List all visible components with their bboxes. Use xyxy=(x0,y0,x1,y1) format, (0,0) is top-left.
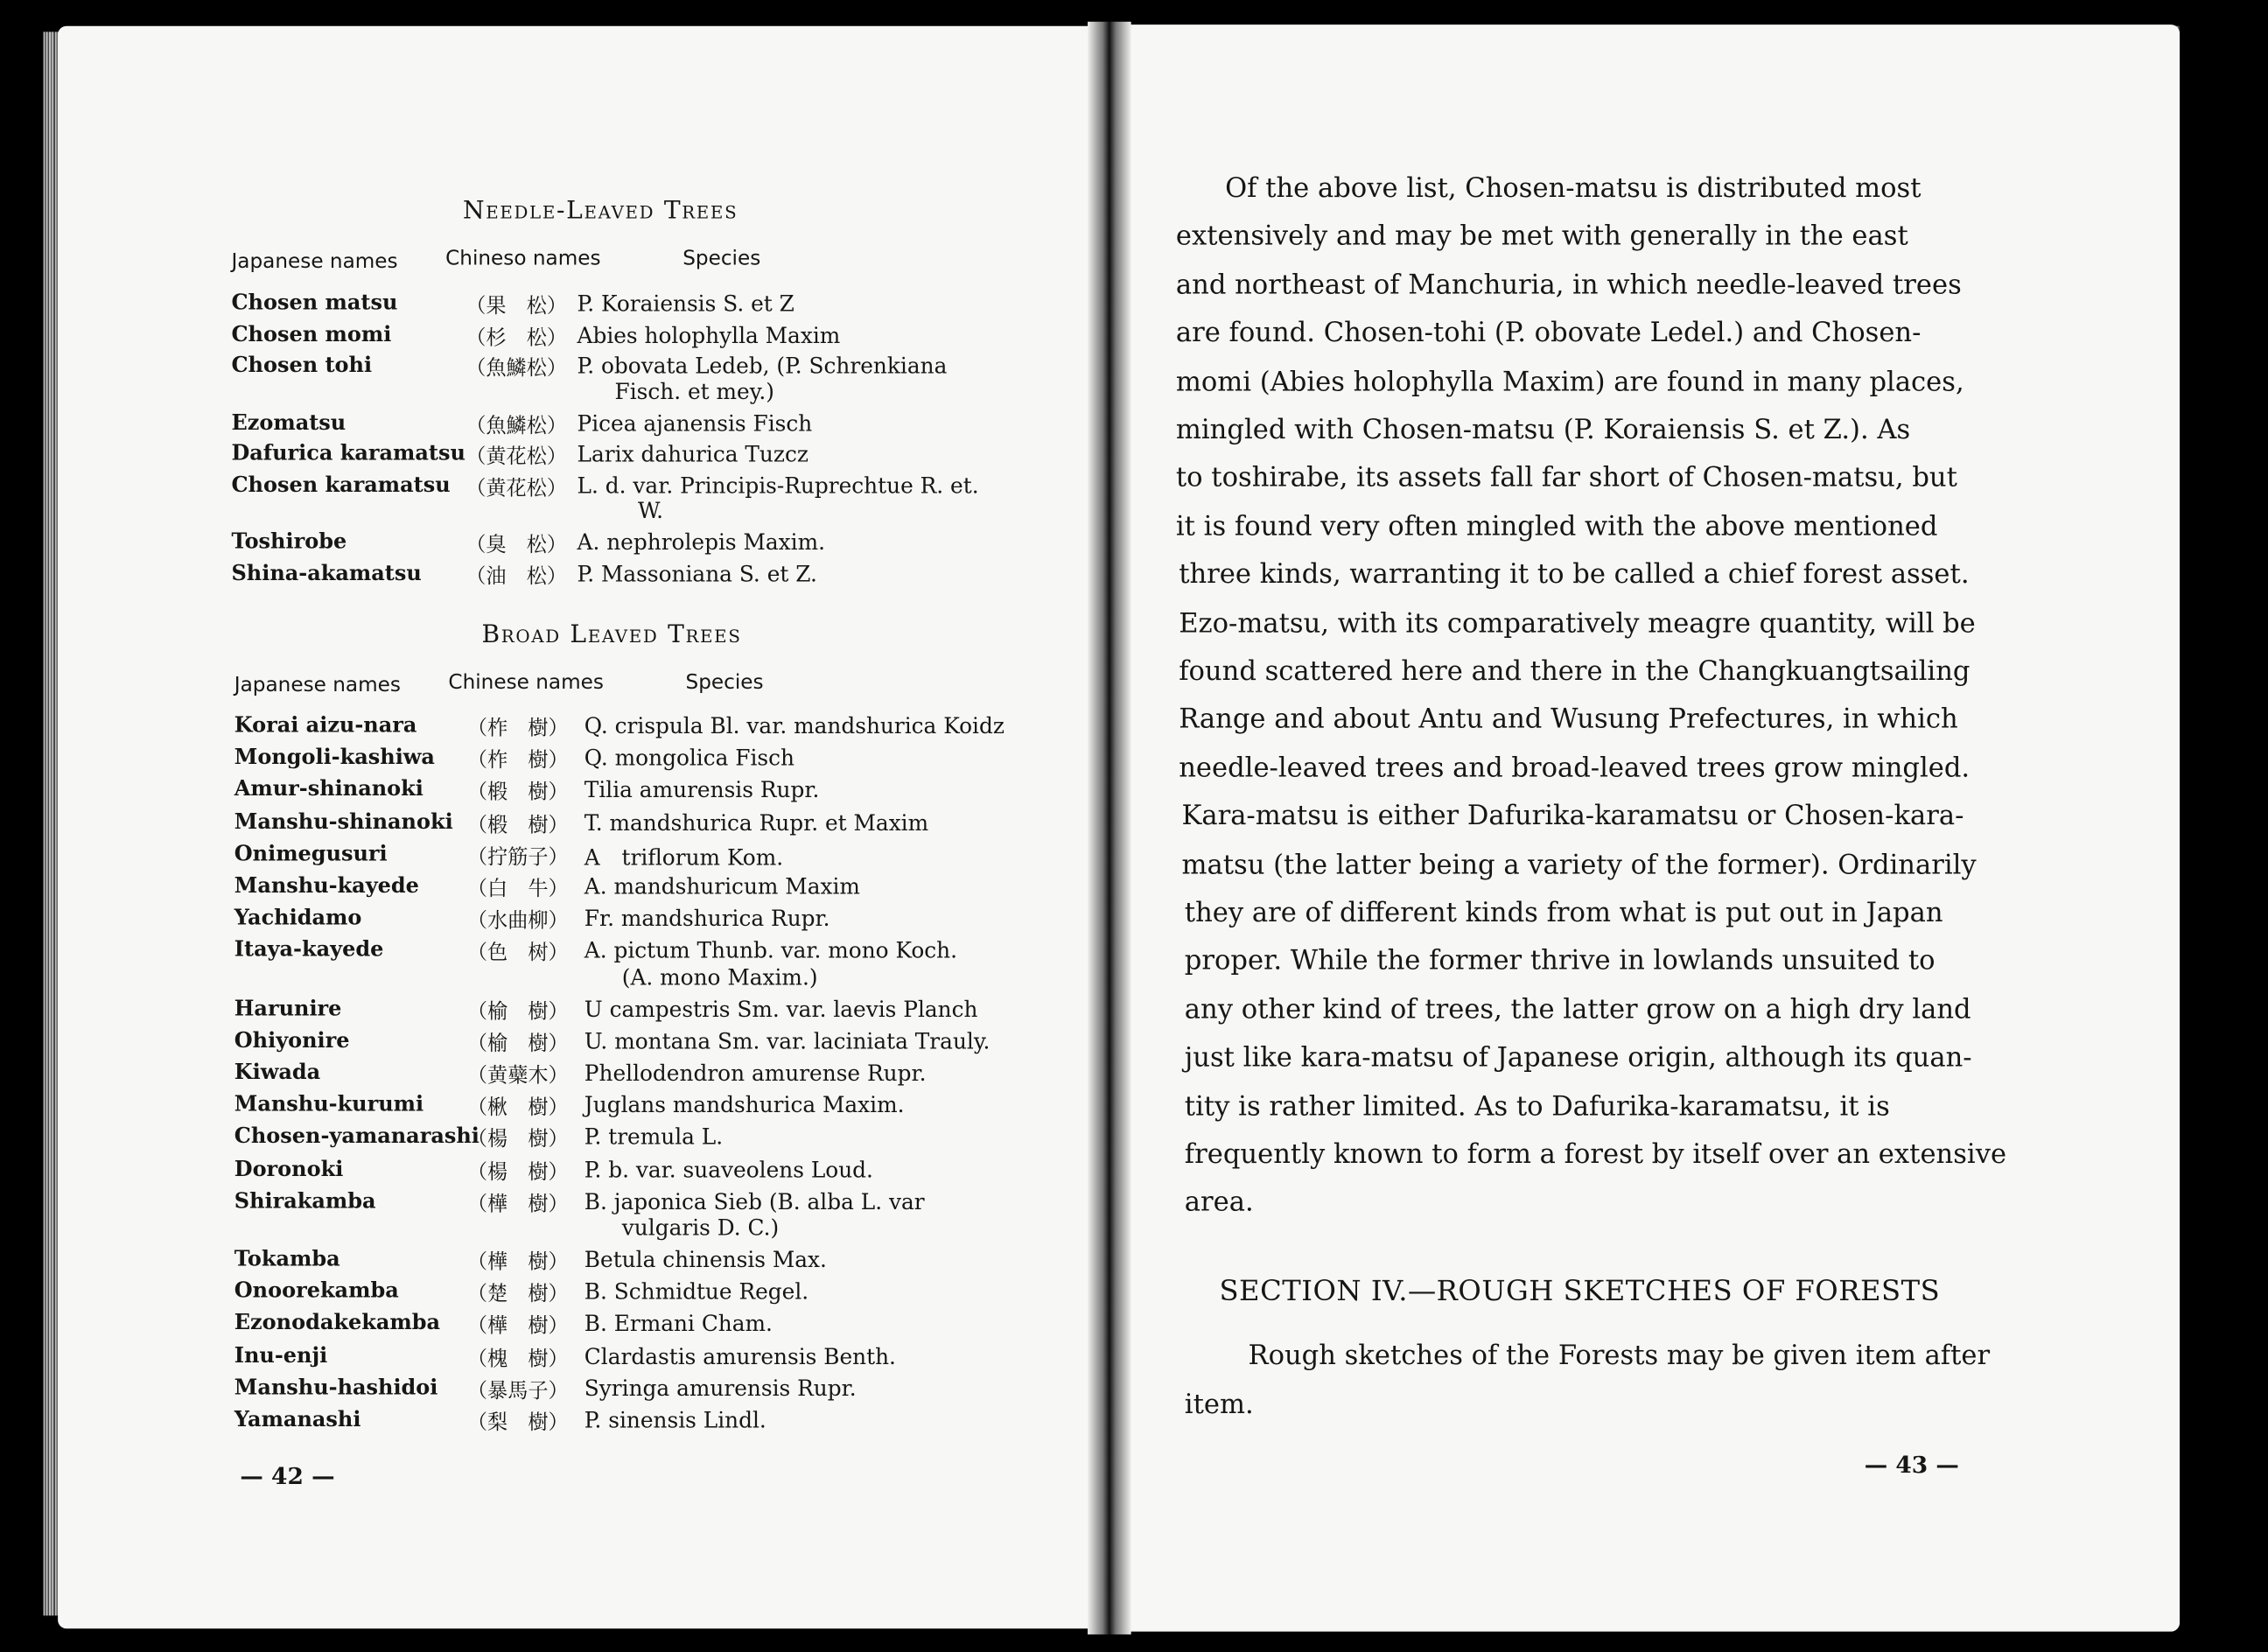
japanese-name: Chosen-yamanarashi xyxy=(234,1124,480,1150)
chinese-name: （榆 樹） xyxy=(466,1000,569,1024)
chinese-name: （暴馬子） xyxy=(466,1379,569,1404)
section-heading: SECTION IV.—ROUGH SKETCHES OF FORESTS xyxy=(1219,1274,1941,1308)
table-row xyxy=(58,1157,1110,1188)
table-row xyxy=(58,842,1110,873)
chinese-name: （黄花松） xyxy=(466,445,567,469)
species-name: T. mandshurica Rupr. et Maxim xyxy=(584,809,929,836)
japanese-name: Itaya-kayede xyxy=(234,937,384,962)
japanese-name: Ezomatsu xyxy=(231,410,346,435)
japanese-name: Chosen matsu xyxy=(231,290,398,316)
paragraph-line: matsu (the latter being a variety of the former). Ordinarily xyxy=(1181,850,1977,881)
japanese-name: Inu-enji xyxy=(234,1342,328,1368)
paragraph-line: they are of different kinds from what is put out in Japan xyxy=(1184,898,1943,929)
japanese-name: Yamanashi xyxy=(234,1407,361,1432)
japanese-name: Kiwada xyxy=(234,1060,321,1085)
paragraph-line: to toshirabe, its assets fall far short of Chosen-matsu, but xyxy=(1175,463,1957,494)
needle-leaved-title: Needle-Leaved Trees xyxy=(462,196,738,226)
table-row xyxy=(58,1343,1110,1375)
needle-header-chinese: Chineso names xyxy=(445,247,601,271)
chinese-name: （楸 樹） xyxy=(466,1096,569,1120)
species-name: B. japonica Sieb (B. alba L. var xyxy=(584,1188,925,1215)
paragraph-line: just like kara-matsu of Japanese origin, although its quan- xyxy=(1184,1043,1972,1074)
table-row xyxy=(58,1092,1110,1124)
paragraph-line: item. xyxy=(1184,1390,1254,1421)
chinese-name: （魚鱗松） xyxy=(466,357,567,381)
japanese-name: Manshu-kayede xyxy=(234,873,419,899)
species-name: P. sinensis Lindl. xyxy=(584,1407,766,1434)
japanese-name: Shirakamba xyxy=(234,1188,376,1214)
table-row xyxy=(58,746,1110,777)
species-name: A. nephrolepis Maxim. xyxy=(577,528,825,556)
paragraph-line: area. xyxy=(1184,1187,1254,1219)
broad-leaved-title: Broad Leaved Trees xyxy=(481,620,742,650)
species-name: P. obovata Ledeb, (P. Schrenkiana xyxy=(577,353,948,380)
paragraph-line: three kinds, warranting it to be called a chief forest asset. xyxy=(1179,560,1970,591)
chinese-name: （水曲柳） xyxy=(466,910,569,934)
table-row xyxy=(58,441,1110,472)
paragraph-line: Of the above list, Chosen-matsu is distributed most xyxy=(1225,173,1922,205)
left-page xyxy=(58,26,1110,1629)
chinese-name: （黄蘗木） xyxy=(466,1064,569,1088)
species-name: B. Schmidtue Regel. xyxy=(584,1278,809,1306)
species-name: Betula chinensis Max. xyxy=(584,1246,827,1273)
japanese-name: Doronoki xyxy=(234,1156,344,1181)
paragraph-line: Ezo-matsu, with its comparatively meagre quantity, will be xyxy=(1179,608,1976,639)
species-name: Juglans mandshurica Maxim. xyxy=(584,1092,905,1119)
species-name: Syringa amurensis Rupr. xyxy=(584,1375,857,1402)
paragraph-line: Rough sketches of the Forests may be given item after xyxy=(1248,1340,1991,1372)
paragraph-line: and northeast of Manchuria, in which needle-leaved trees xyxy=(1175,270,1962,301)
chinese-name: （楊 樹） xyxy=(466,1160,569,1185)
table-row xyxy=(58,777,1110,808)
japanese-name: Mongoli-kashiwa xyxy=(234,745,435,770)
table-row xyxy=(58,353,1110,384)
chinese-name: （楚 樹） xyxy=(466,1283,569,1306)
paragraph-line: are found. Chosen-tohi (P. obovate Ledel.) and Chosen- xyxy=(1175,318,1922,349)
species-name: P. b. var. suaveolens Loud. xyxy=(584,1156,873,1183)
table-row xyxy=(58,529,1110,561)
table-row xyxy=(58,873,1110,905)
table-row xyxy=(58,1247,1110,1278)
species-name: A triflorum Kom. xyxy=(584,844,784,871)
chinese-name: （梨 樹） xyxy=(466,1411,569,1435)
chinese-name: （拧筋子） xyxy=(466,845,569,870)
japanese-name: Chosen momi xyxy=(231,321,392,346)
species-name: Abies holophylla Maxim xyxy=(577,321,841,348)
species-continuation: W. xyxy=(637,497,664,524)
species-name: Clardastis amurensis Benth. xyxy=(584,1342,896,1369)
chinese-name: （樺 樹） xyxy=(466,1315,569,1339)
broad-header-species: Species xyxy=(685,670,764,695)
table-row xyxy=(58,1311,1110,1342)
japanese-name: Harunire xyxy=(234,996,342,1021)
species-continuation: vulgaris D. C.) xyxy=(621,1214,780,1242)
japanese-name: Manshu-hashidoi xyxy=(234,1375,438,1400)
needle-header-species: Species xyxy=(682,247,761,271)
japanese-name: Shina-akamatsu xyxy=(231,560,422,585)
chinese-name: （色 树） xyxy=(466,942,569,966)
species-name: L. d. var. Principis-Ruprechtue R. et. xyxy=(577,472,979,499)
species-name: A. pictum Thunb. var. mono Koch. xyxy=(584,937,958,964)
paragraph-line: found scattered here and there in the Changkuangtsailing xyxy=(1179,656,1970,688)
species-name: Fr. mandshurica Rupr. xyxy=(584,906,830,932)
chinese-name: （柞 樹） xyxy=(466,749,569,774)
species-name: B. Ermani Cham. xyxy=(584,1311,773,1338)
species-continuation: (A. mono Maxim.) xyxy=(621,963,818,990)
chinese-name: （樺 樹） xyxy=(466,1193,569,1216)
species-name: Q. mongolica Fisch xyxy=(584,745,795,772)
species-name: U campestris Sm. var. laevis Planch xyxy=(584,996,978,1022)
japanese-name: Chosen tohi xyxy=(231,353,373,378)
japanese-name: Ezonodakekamba xyxy=(234,1311,441,1336)
paragraph-line: frequently known to form a forest by itself over an extensive xyxy=(1184,1139,2007,1171)
table-row xyxy=(58,996,1110,1027)
japanese-name: Manshu-kurumi xyxy=(234,1092,424,1117)
paragraph-line: Kara-matsu is either Dafurika-karamatsu or Chosen-kara- xyxy=(1181,802,1964,832)
paragraph-line: momi (Abies holophylla Maxim) are found in many places, xyxy=(1175,367,1964,397)
japanese-name: Manshu-shinanoki xyxy=(234,809,453,835)
table-row xyxy=(58,472,1110,504)
broad-header-japanese: Japanese names xyxy=(234,674,401,697)
chinese-name: （椴 樹） xyxy=(466,781,569,805)
table-row xyxy=(58,906,1110,937)
japanese-name: Korai aizu-nara xyxy=(234,712,417,738)
japanese-name: Yachidamo xyxy=(234,906,362,931)
paragraph-line: any other kind of trees, the latter grow on a high dry land xyxy=(1184,994,1971,1026)
japanese-name: Toshirobe xyxy=(231,528,347,555)
chinese-name: （椴 樹） xyxy=(466,813,569,837)
species-continuation: Fisch. et mey.) xyxy=(614,378,775,405)
species-name: Larix dahurica Tuzcz xyxy=(577,441,808,467)
book-gutter xyxy=(1088,22,1131,1634)
table-row xyxy=(58,1060,1110,1092)
japanese-name: Ohiyonire xyxy=(234,1027,350,1054)
species-name: P. Massoniana S. et Z. xyxy=(577,560,817,587)
broad-header-chinese: Chinese names xyxy=(448,670,604,695)
table-row xyxy=(58,290,1110,322)
japanese-name: Onimegusuri xyxy=(234,841,388,866)
table-row xyxy=(58,561,1110,592)
table-row xyxy=(58,1279,1110,1311)
table-row xyxy=(58,713,1110,745)
paragraph-line: extensively and may be met with generally in the east xyxy=(1175,221,1908,253)
japanese-name: Onoorekamba xyxy=(234,1278,399,1304)
table-row xyxy=(58,938,1110,970)
species-name: Tilia amurensis Rupr. xyxy=(584,777,820,804)
chinese-name: （杉 松） xyxy=(466,326,567,350)
chinese-name: （魚鱗松） xyxy=(466,414,567,438)
paragraph-line: mingled with Chosen-matsu (P. Koraiensis S. et Z.). As xyxy=(1175,415,1911,446)
species-name: P. tremula L. xyxy=(584,1124,724,1151)
chinese-name: （果 松） xyxy=(466,295,567,318)
chinese-name: （臭 松） xyxy=(466,533,567,557)
table-row xyxy=(58,1376,1110,1407)
species-name: Phellodendron amurense Rupr. xyxy=(584,1060,927,1087)
needle-header-japanese: Japanese names xyxy=(231,249,398,274)
paragraph-line: Range and about Antu and Wusung Prefectures, in which xyxy=(1179,704,1958,736)
species-name: Picea ajanensis Fisch xyxy=(577,410,813,437)
paragraph-line: proper. While the former thrive in lowlands unsuited to xyxy=(1184,946,1936,977)
japanese-name: Amur-shinanoki xyxy=(234,777,424,802)
chinese-name: （油 松） xyxy=(466,564,567,588)
chinese-name: （黄花松） xyxy=(466,476,567,500)
species-name: Q. crispula Bl. var. mandshurica Koidz xyxy=(584,712,1004,739)
table-row xyxy=(58,1028,1110,1060)
chinese-name: （白 牛） xyxy=(466,878,569,901)
chinese-name: （楊 樹） xyxy=(466,1128,569,1152)
chinese-name: （樺 樹） xyxy=(466,1250,569,1275)
table-row xyxy=(58,1124,1110,1156)
japanese-name: Dafurica karamatsu xyxy=(231,441,466,466)
chinese-name: （榆 樹） xyxy=(466,1032,569,1056)
chinese-name: （槐 樹） xyxy=(466,1347,569,1371)
table-row xyxy=(58,322,1110,354)
japanese-name: Tokamba xyxy=(234,1246,340,1271)
species-name: P. Koraiensis S. et Z xyxy=(577,290,794,318)
right-page xyxy=(1121,24,2180,1631)
species-name: A. mandshuricum Maxim xyxy=(584,873,860,900)
paragraph-line: needle-leaved trees and broad-leaved trees grow mingled. xyxy=(1179,752,1970,784)
paragraph-line: it is found very often mingled with the above mentioned xyxy=(1175,511,1938,542)
table-row xyxy=(58,809,1110,841)
chinese-name: （柞 樹） xyxy=(466,717,569,741)
page-number-right: — 43 — xyxy=(1864,1450,1959,1479)
paragraph-line: tity is rather limited. As to Dafurika-karamatsu, it is xyxy=(1184,1091,1890,1123)
japanese-name: Chosen karamatsu xyxy=(231,472,451,497)
table-row xyxy=(58,1407,1110,1438)
species-name: U. montana Sm. var. laciniata Trauly. xyxy=(584,1027,990,1054)
page-number-left: — 42 — xyxy=(240,1462,335,1490)
table-row xyxy=(58,410,1110,442)
table-row xyxy=(58,1188,1110,1220)
